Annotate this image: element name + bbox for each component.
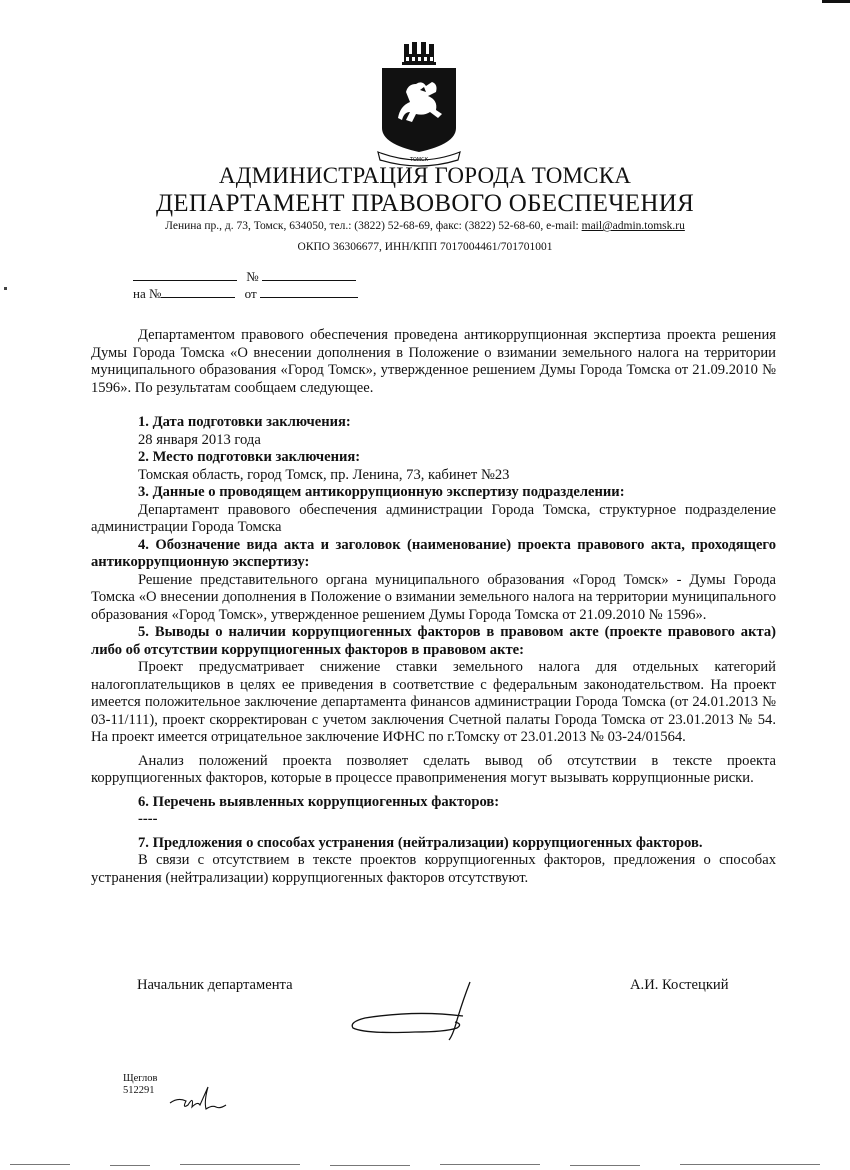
section-7-title: 7. Предложения о способах устранения (нейтрализации) коррупциогенных факторов. <box>138 834 703 851</box>
section-3-title: 3. Данные о проводящем антикоррупционную экспертизу подразделении: <box>138 484 625 500</box>
outgoing-number-blank <box>262 268 356 281</box>
section-2-title: 2. Место подготовки заключения: <box>138 449 361 465</box>
incoming-number-blank <box>161 285 235 298</box>
executor-info <box>123 1073 157 1097</box>
section-7-text: В связи с отсутствием в тексте проектов коррупциогенных факторов, предложения о способах устранения (нейтрализации) коррупциогенных факторов отсутствуют. <box>91 852 776 886</box>
number-label: № <box>246 269 259 284</box>
executor-phone: 512291 <box>123 1085 155 1096</box>
executor-name: Щеглов <box>123 1073 158 1084</box>
signatory-position: Начальник департамента <box>137 977 293 993</box>
svg-text:ТОМСК: ТОМСК <box>409 157 429 163</box>
signatory-name: А.И. Костецкий <box>630 977 729 993</box>
on-number-label: на № <box>133 286 162 301</box>
section-5-text-1: Проект предусматривает снижение ставки земельного налога для отдельных категорий налогоплательщиков в целях ее приведения в соответствие с федеральным законодательством. На проект имеется положительное заключение департамента финансов администрации Города Томска (от 24.01.2013 № 03-11/111), проект скорректирован с учетом заключения Счетной палаты Города Томска от 23.01.2013 № 54. На проект имеется отрицательное заключение ИФНС по г.Томску от 23.01.2013 № 03-24/01564. <box>91 659 776 745</box>
from-label: от <box>244 286 257 301</box>
section-5-text-2: Анализ положений проекта позволяет сделать вывод об отсутствии в тексте проекта коррупциогенных факторов, которые в процессе правоприменения могут вызывать коррупционные риски. <box>91 752 776 786</box>
address-line <box>0 220 850 232</box>
scan-artifact-strip <box>0 1160 850 1170</box>
handwritten-initials-icon <box>168 1083 228 1113</box>
scan-corner-mark <box>822 0 850 3</box>
address-text: Ленина пр., д. 73, Томск, 634050, тел.: (3822) 52-68-69, факс: (3822) 52-68-60, e-mail: <box>165 220 582 232</box>
section-1-text: 28 января 2013 года <box>138 431 261 448</box>
scan-speck <box>4 287 7 290</box>
section-2-text: Томская область, город Томск, пр. Ленина, 73, кабинет №23 <box>138 466 510 483</box>
incoming-date-blank <box>260 285 358 298</box>
department-name: ДЕПАРТАМЕНТ ПРАВОВОГО ОБЕСПЕЧЕНИЯ <box>155 190 695 217</box>
section-3-text: Департамент правового обеспечения администрации Города Томска, структурное подразделение администрации Города Томска <box>91 501 776 535</box>
outgoing-date-blank <box>133 268 237 281</box>
section-1-title: 1. Дата подготовки заключения: <box>138 414 351 430</box>
intro-paragraph: Департаментом правового обеспечения проведена антикоррупционная экспертиза проекта решения Думы Города Томска «О внесении дополнения в Положение о взимании земельного налога на территории муниципального образования «Город Томск», утвержденное решением Думы Города Томска от 21.09.2010 № 1596». По результатам сообщаем следующее. <box>91 327 776 396</box>
section-6-title: 6. Перечень выявленных коррупциогенных факторов: <box>138 793 500 810</box>
section-5-title: 5. Выводы о наличии коррупциогенных факторов в правовом акте (проекте правового акта) либо об отсутствии коррупциогенных факторов в правовом акте: <box>91 624 776 658</box>
tomsk-coat-of-arms-icon <box>376 40 462 168</box>
section-4-title: 4. Обозначение вида акта и заголовок (наименование) проекта правового акта, проходящего антикоррупционную экспертизу: <box>91 536 776 570</box>
section-6-text: ---- <box>138 811 158 827</box>
email-link[interactable]: mail@admin.tomsk.ru <box>581 220 685 232</box>
registration-codes: ОКПО 36306677, ИНН/КПП 7017004461/701701001 <box>297 241 553 253</box>
section-4-text: Решение представительного органа муниципального образования «Город Томск» - Думы Города Томска «О внесении дополнения в Положение о взимании земельного налога на территории муниципального образования «Город Томск», утвержденное решением Думы Города Томска от 21.09.2010 № 1596». <box>91 571 776 623</box>
organization-name: АДМИНИСТРАЦИЯ ГОРОДА ТОМСКА <box>218 163 632 188</box>
incoming-reference-line <box>133 285 358 302</box>
handwritten-signature-icon <box>345 980 475 1050</box>
document-body <box>91 327 776 887</box>
outgoing-number-line <box>133 268 356 285</box>
